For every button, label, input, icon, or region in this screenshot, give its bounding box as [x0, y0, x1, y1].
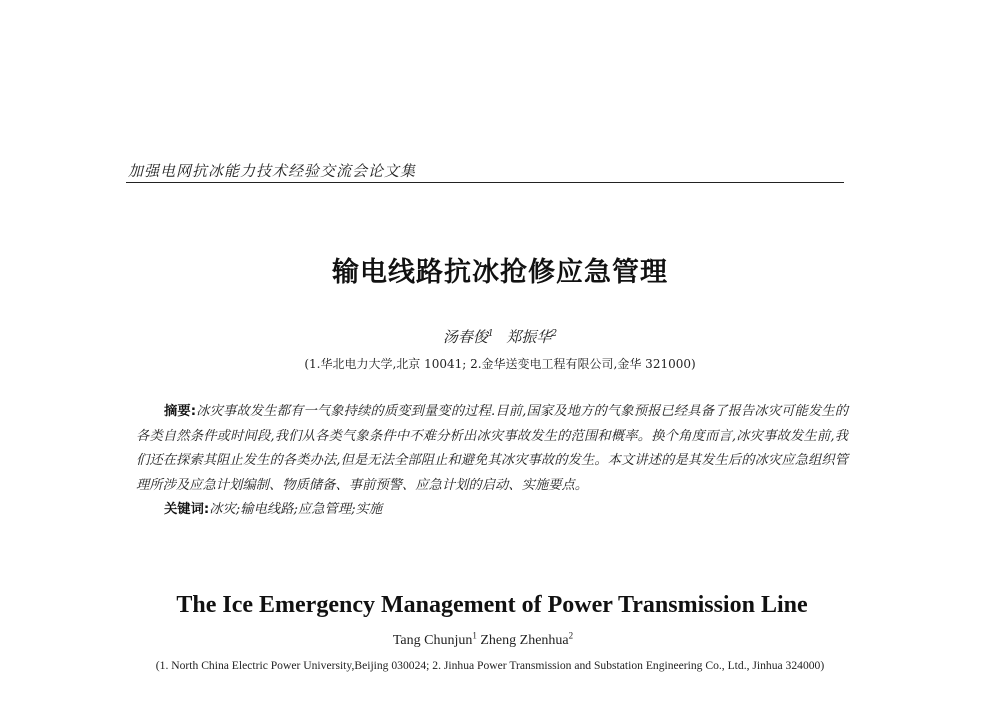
keywords-text: 冰灾;输电线路;应急管理;实施	[209, 502, 383, 517]
author-en-1-sup: 1	[472, 630, 477, 640]
paper-title-en: The Ice Emergency Management of Power Transmission Line	[176, 592, 808, 618]
abstract-text: 冰灾事故发生都有一气象持续的质变到量变的过程.目前,国家及地方的气象预报已经具备了报告冰灾可能发生的各类自然条件或时间段,我们从各类气象条件中不难分析出冰灾事故发生的范围和概率。换个角度而言,冰灾事故发生前,我们还在探索其阻止发生的各类办法,但是无法全部阻止和避免其冰灾事故的发生。本文讲述的是其发生后的冰灾应急组织管理所涉及应急计划编制、物质储备、事前预警、应急计划的启动、实施要点。	[136, 404, 848, 493]
author-cn-2-name: 郑振华	[506, 328, 552, 346]
author-en-1	[392, 630, 477, 648]
author-en-1-name: Tang Chunjun	[392, 632, 473, 648]
author-en-2-sup: 2	[568, 630, 574, 640]
author-cn-2	[506, 328, 557, 346]
running-header: 加强电网抗冰能力技术经验交流会论文集	[128, 162, 417, 180]
paper-title-cn: 输电线路抗冰抢修应急管理	[332, 257, 668, 288]
keywords	[136, 498, 848, 523]
affiliation-en: (1. North China Electric Power University,Beijing 030024; 2. Jinhua Power Transmission and Substation Engineering Co., Ltd., Jinhua 324000)	[155, 659, 825, 672]
author-cn-1	[443, 328, 494, 346]
authors-cn	[0, 326, 1000, 347]
abstract-block	[136, 400, 848, 523]
keywords-label: 关键词:	[164, 502, 210, 517]
authors-en	[0, 630, 966, 649]
abstract-label: 摘要:	[164, 404, 197, 419]
author-cn-1-name: 汤春俊	[442, 328, 488, 346]
author-en-2	[480, 630, 574, 648]
author-cn-1-sup: 1	[487, 329, 494, 339]
affiliation-cn: (1.华北电力大学,北京 10041; 2.金华送变电工程有限公司,金华 321000)	[304, 357, 696, 371]
abstract	[136, 400, 848, 498]
author-en-2-name: Zheng Zhenhua	[480, 632, 569, 648]
header-rule	[126, 182, 844, 183]
author-cn-2-sup: 2	[551, 329, 558, 339]
